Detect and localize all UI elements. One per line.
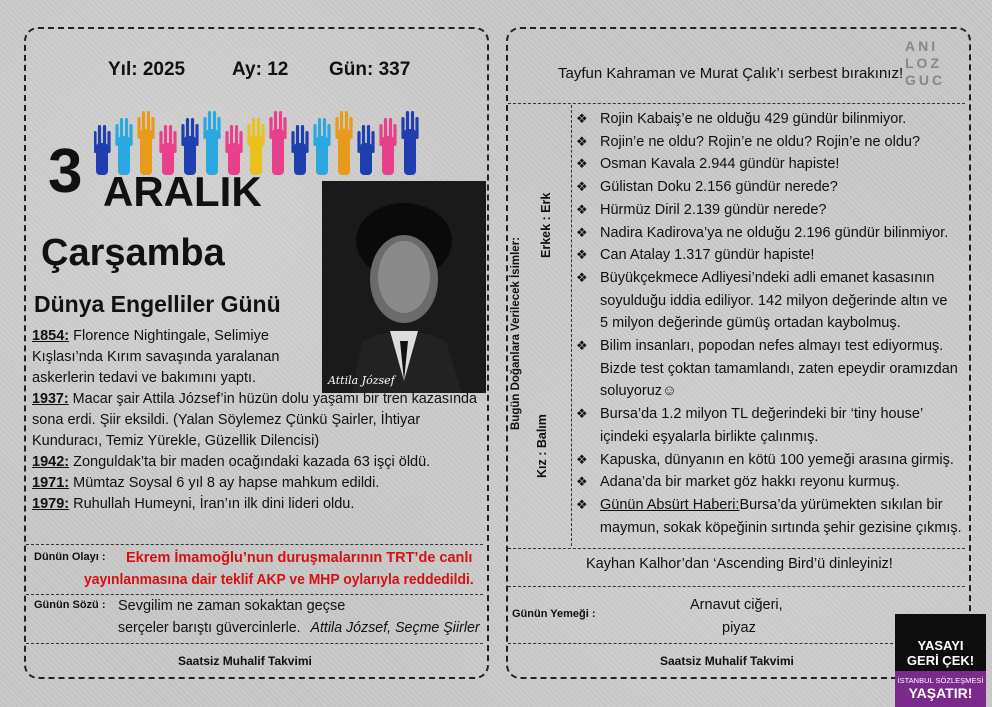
raised-hand-icon	[203, 111, 220, 175]
news-item	[570, 403, 923, 426]
history-text: Ruhullah Humeyni, İran’ın ilk dini lideri oldu.	[69, 496, 355, 512]
news-text: Bilim insanları, popodan nefes almayı test ediyormuş.	[600, 338, 944, 355]
bullet-icon: ❖	[576, 406, 588, 422]
news-text: Adana’da bir market göz hakkı reyonu kurmuş.	[600, 474, 900, 491]
weekday-name: Çarşamba	[41, 232, 225, 274]
divider-footer-right	[508, 643, 893, 644]
month-name: ARALIK	[103, 168, 262, 215]
history-line	[32, 368, 256, 389]
history-text: Kışlası’nda Kırım savaşında yaralanan	[32, 349, 280, 365]
special-day-title: Dünya Engelliler Günü	[34, 291, 281, 317]
news-text: soluyoruz☺	[600, 383, 677, 400]
news-text: Bizde test çoktan tamamlandı, zaten epeydir oramızdan	[600, 360, 958, 377]
badge-line-1: YASAYI	[917, 638, 964, 653]
news-item	[570, 176, 838, 199]
month-label: Ay: 12	[232, 59, 289, 80]
history-list	[32, 326, 482, 515]
history-year: 1854:	[32, 328, 70, 344]
bullet-icon: ❖	[576, 156, 588, 172]
divider-music	[508, 548, 965, 549]
news-text: soyulduğu iddia ediliyor. 142 milyon değerinde altın ve	[600, 292, 948, 309]
history-line	[32, 326, 269, 347]
logo-line-2: LOZ	[905, 55, 942, 71]
news-text: Rojin Kabaiş’e ne olduğu 429 gündür bilinmiyor.	[600, 111, 907, 127]
news-text: Hürmüz Diril 2.139 gündür nerede?	[600, 201, 827, 218]
raised-hand-icon	[115, 118, 132, 175]
music-recommendation: Kayhan Kalhor’dan ‘Ascending Bird’ü dinleyiniz!	[586, 556, 893, 572]
soz-line-2	[118, 618, 480, 639]
girl-name: Kız : Balım	[535, 414, 549, 478]
bullet-icon: ❖	[576, 179, 588, 195]
news-item	[570, 108, 906, 131]
badge-line-4: YAŞATIR!	[908, 685, 973, 701]
news-text: Can Atalay 1.317 gündür hapiste!	[600, 247, 815, 264]
history-line	[32, 431, 319, 452]
names-heading: Bugün Doğanlara Verilecek İsimler:	[510, 236, 522, 430]
news-text: Rojin’e ne oldu? Rojin’e ne oldu? Rojin’e ne oldu?	[600, 133, 921, 150]
history-line	[32, 494, 354, 515]
raised-hand-icon	[401, 111, 418, 175]
badge-line-3: İSTANBUL SÖZLEŞMESİ	[897, 676, 984, 685]
badge-purple-band	[895, 671, 986, 707]
olay-label: Dünün Olayı :	[34, 551, 106, 563]
bullet-icon: ❖	[576, 133, 588, 149]
news-item	[570, 290, 947, 313]
bullet-icon: ❖	[576, 474, 588, 490]
bullet-icon: ❖	[576, 338, 588, 354]
history-line	[32, 389, 477, 410]
history-year: 1971:	[32, 475, 70, 491]
yemek-label: Günün Yemeği :	[512, 608, 596, 620]
news-item	[570, 449, 954, 472]
bullet-icon: ❖	[576, 269, 588, 285]
bullet-icon: ❖	[576, 496, 588, 512]
soz-line-1: Sevgilim ne zaman sokaktan geçse	[118, 598, 346, 614]
soz-label: Günün Sözü :	[34, 599, 106, 611]
raised-hand-icon	[379, 118, 396, 175]
history-text: Macar şair Attila József’in hüzün dolu yaşamı bir tren kazasında	[68, 391, 478, 407]
news-item	[570, 153, 839, 176]
raised-hand-icon	[181, 118, 198, 175]
raised-hand-icon	[247, 118, 264, 175]
divider-yemek	[508, 586, 965, 587]
bullet-icon: ❖	[576, 201, 588, 217]
news-text: Gülistan Doku 2.156 gündür nerede?	[600, 179, 838, 196]
news-text: Büyükçekmece Adliyesi’ndeki adli emanet kasasının	[600, 269, 935, 286]
divider-olay	[26, 544, 483, 545]
news-item	[570, 244, 814, 267]
news-text: Bursa’da yürümekten sıkılan bir	[739, 496, 943, 513]
news-item	[570, 131, 920, 154]
divider-footer-left	[26, 643, 483, 644]
history-line	[32, 452, 430, 473]
news-item	[570, 267, 934, 290]
news-item	[570, 222, 948, 245]
news-item	[570, 471, 900, 494]
footer-right: Saatsiz Muhalif Takvimi	[660, 654, 794, 668]
news-list	[570, 108, 965, 539]
history-year: 1979:	[32, 496, 70, 512]
news-item	[570, 358, 958, 381]
history-year: 1937:	[32, 391, 69, 407]
history-text: Florence Nightingale, Selimiye	[69, 328, 269, 344]
news-text: 5 milyon değerinde gümüş ortadan kaybolmuş.	[600, 315, 901, 332]
brand-logo	[905, 38, 967, 89]
news-item	[570, 494, 943, 517]
news-item	[570, 426, 818, 449]
raised-hand-icon	[269, 111, 286, 175]
olay-line-1: Ekrem İmamoğlu’nun duruşmalarının TRT’de canlı	[126, 550, 473, 566]
year-label: Yıl: 2025	[108, 59, 186, 80]
badge-line-2: GERİ ÇEK!	[906, 653, 975, 668]
history-line	[32, 347, 279, 368]
history-text: askerlerin tedavi ve bakımını yaptı.	[32, 370, 257, 386]
headline: Tayfun Kahraman ve Murat Çalık’ı serbest bırakınız!	[558, 65, 904, 82]
bullet-icon: ❖	[576, 247, 588, 263]
raised-hand-icon	[357, 125, 374, 175]
history-line	[32, 410, 420, 431]
history-text: Zonguldak’ta bir maden ocağındaki kazada 63 işçi öldü.	[69, 454, 431, 470]
news-text: Osman Kavala 2.944 gündür hapiste!	[600, 156, 840, 173]
boy-name: Erkek : Erk	[539, 192, 553, 258]
logo-line-3: GUC	[905, 72, 946, 88]
news-text: Nadira Kadirova’ya ne olduğu 2.196 gündür bilinmiyor.	[600, 224, 949, 241]
news-text: içindeki eşyalarla birlikte çalınmış.	[600, 428, 819, 445]
history-year: 1942:	[32, 454, 70, 470]
bullet-icon: ❖	[576, 111, 588, 126]
soz-source: Attila József, Seçme Şiirler	[310, 620, 480, 636]
yemek-line-2: piyaz	[722, 620, 756, 636]
campaign-badge	[895, 614, 986, 707]
raised-hand-icon	[137, 111, 154, 175]
raised-hand-icon	[313, 118, 330, 175]
news-text: Kapuska, dünyanın en kötü 100 yemeği arasına girmiş.	[600, 451, 954, 468]
news-item	[570, 199, 827, 222]
news-item	[570, 312, 901, 335]
photo-caption: Attila József	[328, 374, 395, 387]
history-text: Kunduracı, Temiz Yürekle, Güzellik Dilencisi)	[32, 433, 320, 449]
raised-hands-illustration	[94, 103, 429, 175]
raised-hand-icon	[291, 125, 308, 175]
bullet-icon: ❖	[576, 224, 588, 240]
history-line	[32, 473, 379, 494]
logo-line-1: ANI	[905, 38, 939, 54]
yemek-line-1: Arnavut ciğeri,	[690, 597, 783, 613]
history-text: sona erdi. Şiir eksildi. (Yalan Söylemez Çünkü Şairler, İhtiyar	[32, 412, 421, 428]
day-label: Gün: 337	[329, 59, 411, 80]
olay-line-2: yayınlanmasına dair teklif AKP ve MHP oylarıyla reddedildi.	[84, 572, 474, 588]
footer-left: Saatsiz Muhalif Takvimi	[178, 654, 312, 668]
divider-soz	[26, 594, 483, 595]
history-text: Mümtaz Soysal 6 yıl 8 ay hapse mahkum edildi.	[69, 475, 380, 491]
news-item	[570, 517, 962, 540]
news-text: maymun, sokak köpeğinin sırtında şehir gezisine çıkmış.	[599, 519, 962, 536]
news-item	[570, 335, 943, 358]
soz-line-2-text: serçeler barıştı güvercinlerle.	[118, 620, 301, 636]
day-number: 3	[48, 137, 82, 206]
news-item	[570, 380, 677, 403]
bullet-icon: ❖	[576, 451, 588, 467]
news-text: Bursa’da 1.2 milyon TL değerindeki bir ‘tiny house’	[600, 406, 924, 423]
absurd-news-label: Günün Absürt Haberi:	[600, 496, 740, 513]
divider-headline	[508, 103, 965, 104]
raised-hand-icon	[335, 111, 352, 175]
